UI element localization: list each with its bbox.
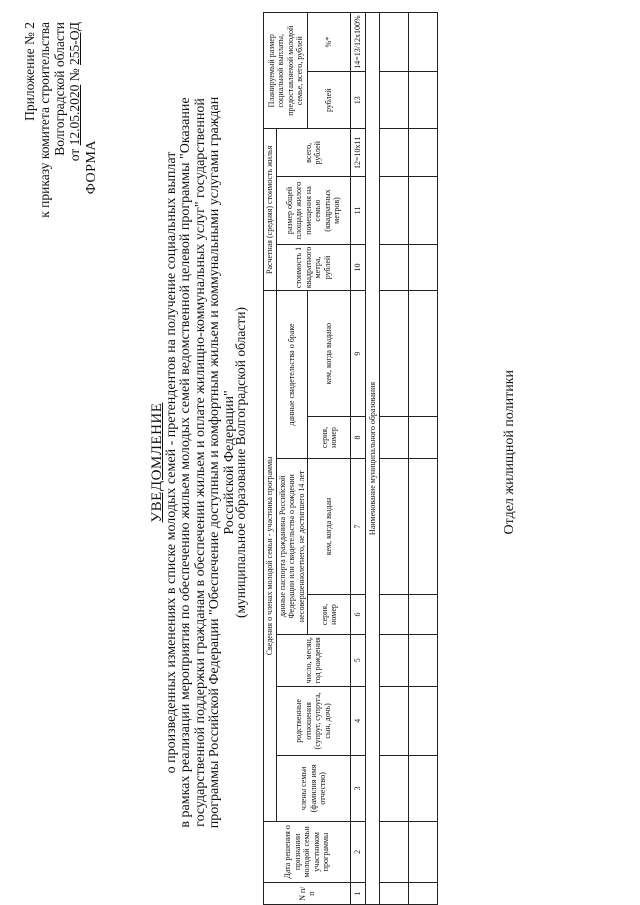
colnum-13: 13 [351,72,366,129]
table-row [409,13,438,905]
notice-table [263,12,438,905]
empty-cell [409,72,438,129]
table-header-row-1 [264,13,277,905]
empty-cell [380,72,409,129]
empty-cell [380,458,409,594]
colnum-12: 12=10х11 [351,129,366,177]
empty-cell [380,291,409,417]
empty-cell [409,417,438,459]
header-family-group: Сведения о членах молодой семьи - участника программы [264,291,277,821]
header-total: всего, рублей [276,129,351,177]
header-rub: рублей [308,72,351,129]
empty-cell [409,177,438,245]
empty-cell [380,177,409,245]
colnum-11: 11 [351,177,366,245]
colnum-5: 5 [351,634,366,686]
empty-cell [409,595,438,635]
header-line-1: Приложение № 2 [22,22,37,121]
header-line-2: к приказу комитета строительства [37,22,52,218]
approval-header [22,22,82,218]
colnum-7: 7 [351,458,366,594]
form-label: ФОРМА [84,140,99,195]
table-row [380,13,409,905]
empty-cell [409,756,438,821]
empty-cell [380,129,409,177]
empty-cell [409,686,438,756]
empty-cell [409,244,438,290]
notice-heading: УВЕДОМЛЕНИЕ [149,402,165,523]
colnum-10: 10 [351,244,366,290]
notice-title [150,60,237,865]
notice-line-4: программы Российской Федерации "Обеспечение доступным и комфортным жильем и коммунальными услугами граждан [207,96,222,829]
municipality-section-row [366,13,380,905]
colnum-1: 1 [351,883,366,905]
colnum-6: 6 [351,595,366,635]
empty-cell [409,883,438,905]
notice-line-2: в рамках реализации мероприятия по обеспечению жильем молодых семей ведомственной целевой программы "Оказание [178,97,193,828]
header-mar-series: серия, номер [308,417,351,459]
header-cost-sqm: стоимость 1 квадратного метра, рублей [276,244,351,290]
colnum-3: 3 [351,756,366,821]
header-birth: число, месяц, год рождения [276,634,351,686]
header-line-3: Волгоградской области [52,22,67,156]
empty-cell [409,129,438,177]
column-number-row [351,13,366,905]
empty-cell [409,634,438,686]
header-planned-group: Планируемый размер социальной выплаты, предоставляемой молодой семье, всего, рублей [264,13,308,129]
header-pass-series: серия, номер [308,595,351,635]
colnum-14: 14=13/12х100% [351,13,366,72]
notice-line-3: государственной поддержки гражданам в обеспечении жильем и оплате жилищно-коммунальных услуг" государственной [192,98,208,827]
header-cost-group: Расчетная (средняя) стоимость жилья [264,129,277,291]
empty-cell [380,883,409,905]
header-area: размер общей площади жилого помещения на семью (квадратных метров) [276,177,351,245]
colnum-9: 9 [351,291,366,417]
empty-cell [380,634,409,686]
header-members: члены семьи (фамилия имя отчество) [276,756,351,821]
empty-cell [380,595,409,635]
header-line-4 [67,22,82,218]
empty-cell [380,417,409,459]
header-passport-group: данные паспорта гражданина Российской Федерации или свидетельства о рождении несовершеннолетнего, не достигшего 14 лет [276,458,308,634]
municipality-caption: (муниципальное образование Волгоградской области) [233,306,248,619]
header-mar-issued: кем, когда выдано [308,291,351,417]
empty-cell [409,821,438,883]
section-label: Наименование муниципального образования [366,13,380,905]
order-date: 12.05.2020 [67,84,82,146]
empty-cell [380,244,409,290]
colnum-2: 2 [351,821,366,883]
notice-line-1: о произведенных изменениях в списке молодых семей - претендентов на получение социальных выплат [163,151,179,774]
empty-cell [380,686,409,756]
header-marriage-group: данные свидетельства о браке [276,291,308,459]
footer-department: Отдел жилищной политики [502,370,517,535]
header-num: N п/п [264,883,351,905]
empty-cell [409,291,438,417]
empty-cell [380,756,409,821]
empty-cell [409,13,438,72]
header-from: от [67,145,82,162]
empty-cell [409,458,438,594]
header-decision-date: Дата решения о признании молодой семьи участником программы [264,821,351,883]
header-pass-issued: кем, когда выдан [308,458,351,594]
empty-cell [380,821,409,883]
colnum-8: 8 [351,417,366,459]
empty-cell [380,13,409,72]
header-pct: %* [308,13,351,72]
order-number: 255-ОД [67,22,82,66]
header-number-sign: № [67,65,82,85]
table-header-row-2 [276,13,308,905]
colnum-4: 4 [351,686,366,756]
header-relation: родственные отношения (супруг, супруга, сын, дочь) [276,686,351,756]
notice-line-5: Российской Федерации" [221,390,237,535]
